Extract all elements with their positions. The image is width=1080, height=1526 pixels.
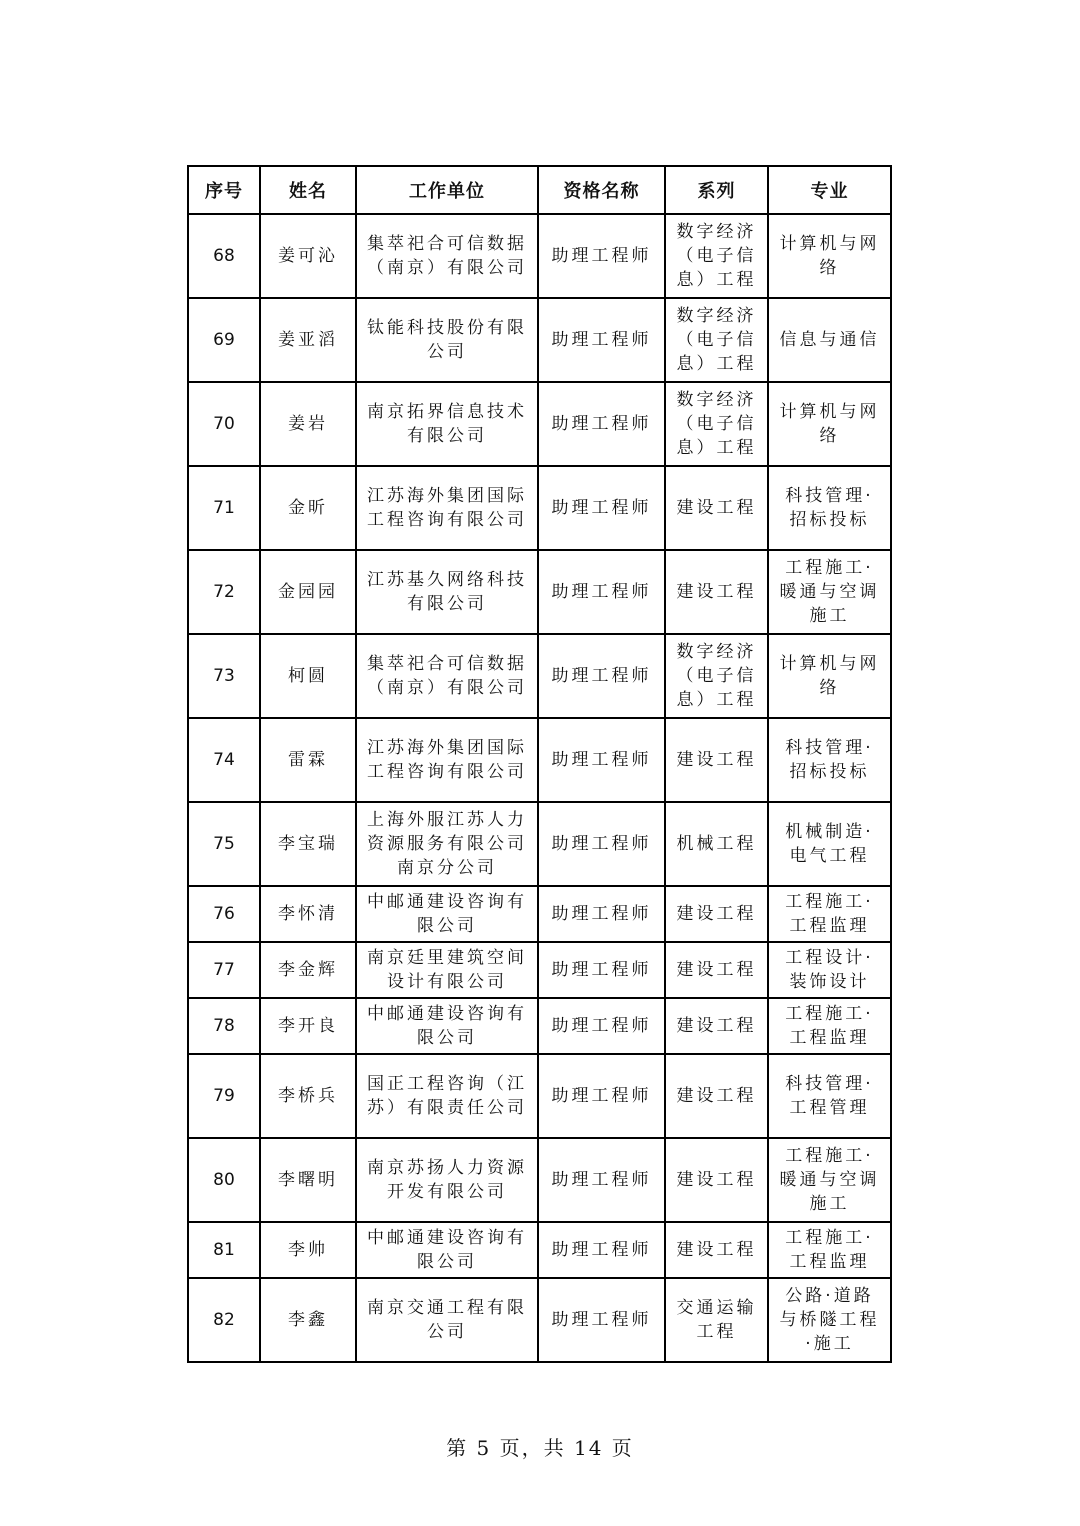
table-row [188, 718, 891, 802]
cell-index: 69 [188, 298, 260, 382]
cell-index: 74 [188, 718, 260, 802]
cell-index: 79 [188, 1054, 260, 1138]
cell-specialty: 工程施工·工程监理 [768, 998, 891, 1054]
cell-index: 72 [188, 550, 260, 634]
cell-series: 建设工程 [665, 550, 768, 634]
table-row [188, 886, 891, 942]
table-row [188, 942, 891, 998]
cell-qualification: 助理工程师 [538, 466, 665, 550]
cell-qualification: 助理工程师 [538, 998, 665, 1054]
cell-specialty: 科技管理·工程管理 [768, 1054, 891, 1138]
table-row [188, 634, 891, 718]
cell-specialty: 信息与通信 [768, 298, 891, 382]
cell-qualification: 助理工程师 [538, 634, 665, 718]
cell-series: 机械工程 [665, 802, 768, 886]
cell-index: 78 [188, 998, 260, 1054]
cell-specialty: 计算机与网络 [768, 214, 891, 298]
table-row [188, 1138, 891, 1222]
cell-name: 柯圆 [260, 634, 356, 718]
cell-employer: 南京廷里建筑空间设计有限公司 [356, 942, 538, 998]
cell-specialty: 科技管理·招标投标 [768, 466, 891, 550]
cell-employer: 中邮通建设咨询有限公司 [356, 1222, 538, 1278]
cell-series: 数字经济（电子信息）工程 [665, 382, 768, 466]
cell-employer: 中邮通建设咨询有限公司 [356, 886, 538, 942]
cell-name: 李宝瑞 [260, 802, 356, 886]
cell-specialty: 工程设计·装饰设计 [768, 942, 891, 998]
cell-series: 建设工程 [665, 942, 768, 998]
cell-specialty: 计算机与网络 [768, 382, 891, 466]
cell-index: 80 [188, 1138, 260, 1222]
cell-index: 81 [188, 1222, 260, 1278]
cell-series: 建设工程 [665, 1222, 768, 1278]
cell-series: 建设工程 [665, 1138, 768, 1222]
cell-employer: 江苏海外集团国际工程咨询有限公司 [356, 466, 538, 550]
header-employer: 工作单位 [356, 166, 538, 214]
cell-name: 姜亚滔 [260, 298, 356, 382]
cell-specialty: 工程施工·暖通与空调施工 [768, 550, 891, 634]
cell-employer: 中邮通建设咨询有限公司 [356, 998, 538, 1054]
cell-qualification: 助理工程师 [538, 942, 665, 998]
cell-index: 76 [188, 886, 260, 942]
cell-series: 建设工程 [665, 886, 768, 942]
cell-series: 交通运输工程 [665, 1278, 768, 1362]
cell-series: 建设工程 [665, 466, 768, 550]
header-specialty: 专业 [768, 166, 891, 214]
cell-index: 77 [188, 942, 260, 998]
table-row [188, 298, 891, 382]
cell-qualification: 助理工程师 [538, 802, 665, 886]
cell-qualification: 助理工程师 [538, 1054, 665, 1138]
page-footer: 第 5 页，共 14 页 [446, 1436, 634, 1460]
cell-index: 70 [188, 382, 260, 466]
cell-name: 雷霖 [260, 718, 356, 802]
cell-series: 数字经济（电子信息）工程 [665, 634, 768, 718]
cell-employer: 南京交通工程有限公司 [356, 1278, 538, 1362]
cell-specialty: 计算机与网络 [768, 634, 891, 718]
cell-employer: 南京苏扬人力资源开发有限公司 [356, 1138, 538, 1222]
cell-employer: 江苏基久网络科技有限公司 [356, 550, 538, 634]
cell-series: 数字经济（电子信息）工程 [665, 298, 768, 382]
table-row [188, 466, 891, 550]
table-row [188, 214, 891, 298]
cell-series: 建设工程 [665, 1054, 768, 1138]
table-row [188, 802, 891, 886]
cell-name: 李桥兵 [260, 1054, 356, 1138]
cell-name: 李曙明 [260, 1138, 356, 1222]
table-body [188, 214, 891, 1362]
cell-qualification: 助理工程师 [538, 1138, 665, 1222]
cell-employer: 国正工程咨询（江苏）有限责任公司 [356, 1054, 538, 1138]
header-series: 系列 [665, 166, 768, 214]
cell-index: 71 [188, 466, 260, 550]
cell-qualification: 助理工程师 [538, 718, 665, 802]
cell-employer: 上海外服江苏人力资源服务有限公司南京分公司 [356, 802, 538, 886]
cell-name: 姜岩 [260, 382, 356, 466]
cell-index: 75 [188, 802, 260, 886]
roster-table [187, 165, 892, 1363]
cell-specialty: 机械制造·电气工程 [768, 802, 891, 886]
cell-name: 姜可沁 [260, 214, 356, 298]
cell-qualification: 助理工程师 [538, 298, 665, 382]
cell-specialty: 工程施工·暖通与空调施工 [768, 1138, 891, 1222]
cell-index: 68 [188, 214, 260, 298]
cell-name: 李鑫 [260, 1278, 356, 1362]
cell-qualification: 助理工程师 [538, 1278, 665, 1362]
cell-specialty: 工程施工·工程监理 [768, 886, 891, 942]
cell-employer: 钛能科技股份有限公司 [356, 298, 538, 382]
table-row [188, 1222, 891, 1278]
cell-qualification: 助理工程师 [538, 550, 665, 634]
cell-series: 建设工程 [665, 998, 768, 1054]
cell-qualification: 助理工程师 [538, 1222, 665, 1278]
cell-employer: 集萃祀合可信数据（南京）有限公司 [356, 634, 538, 718]
cell-name: 李金辉 [260, 942, 356, 998]
cell-name: 李开良 [260, 998, 356, 1054]
cell-employer: 江苏海外集团国际工程咨询有限公司 [356, 718, 538, 802]
cell-qualification: 助理工程师 [538, 886, 665, 942]
cell-qualification: 助理工程师 [538, 382, 665, 466]
table-row [188, 1054, 891, 1138]
cell-index: 73 [188, 634, 260, 718]
cell-series: 建设工程 [665, 718, 768, 802]
cell-specialty: 公路·道路与桥隧工程·施工 [768, 1278, 891, 1362]
header-row [188, 166, 891, 214]
table-row [188, 550, 891, 634]
cell-series: 数字经济（电子信息）工程 [665, 214, 768, 298]
table-row [188, 1278, 891, 1362]
cell-name: 李怀清 [260, 886, 356, 942]
header-index: 序号 [188, 166, 260, 214]
cell-name: 金园园 [260, 550, 356, 634]
table-row [188, 382, 891, 466]
cell-employer: 南京拓界信息技术有限公司 [356, 382, 538, 466]
header-qualification: 资格名称 [538, 166, 665, 214]
cell-employer: 集萃祀合可信数据（南京）有限公司 [356, 214, 538, 298]
header-name: 姓名 [260, 166, 356, 214]
cell-specialty: 工程施工·工程监理 [768, 1222, 891, 1278]
cell-name: 金昕 [260, 466, 356, 550]
table-row [188, 998, 891, 1054]
cell-index: 82 [188, 1278, 260, 1362]
cell-name: 李帅 [260, 1222, 356, 1278]
cell-specialty: 科技管理·招标投标 [768, 718, 891, 802]
cell-qualification: 助理工程师 [538, 214, 665, 298]
